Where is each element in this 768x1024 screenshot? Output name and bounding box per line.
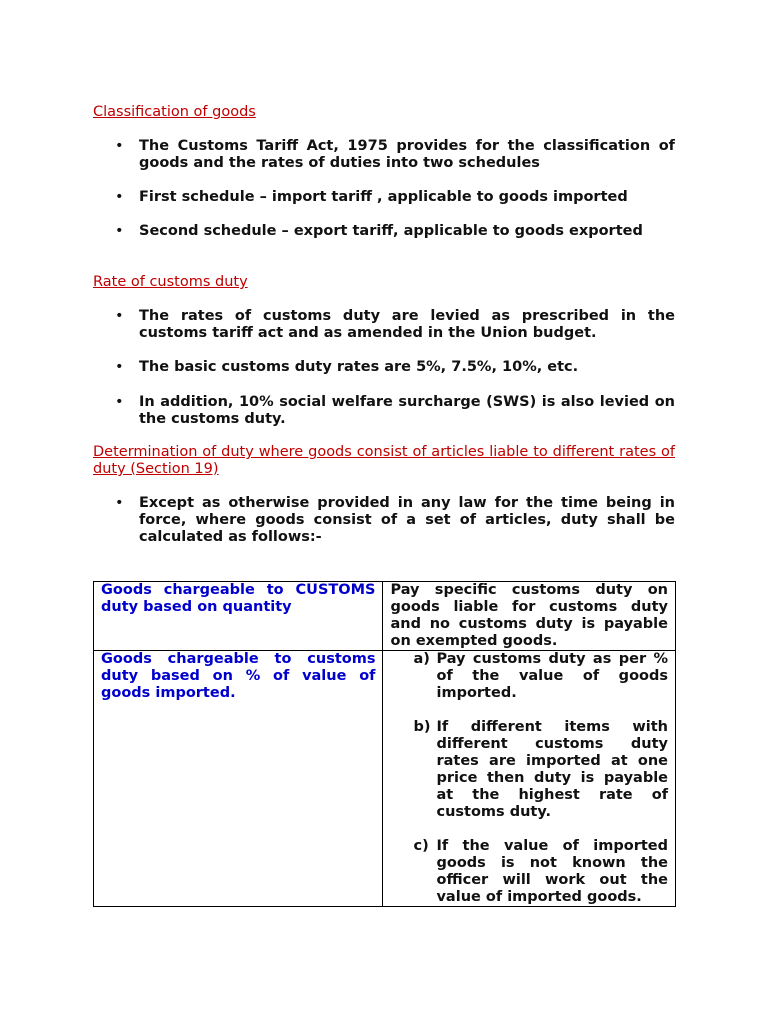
- bullet-basic-duty-rates: [115, 359, 675, 376]
- bullet-dot: •: [115, 138, 124, 154]
- bullet-social-welfare-surcharge: [115, 394, 675, 428]
- list-item-text: Pay customs duty as per % of the value of goods imported.: [436, 651, 668, 701]
- bullet-dot: •: [115, 223, 124, 239]
- bullet-except-as-otherwise: [115, 495, 675, 546]
- bullet-dot: •: [115, 308, 124, 324]
- bullet-dot: •: [115, 394, 124, 410]
- bullet-text: In addition, 10% social welfare surcharge (SWS) is also levied on the customs duty.: [139, 394, 675, 427]
- list-item-text: If different items with different customs duty rates are imported at one price then duty is payable at the highest rate of customs duty.: [436, 719, 668, 820]
- table-cell-value-rules: [383, 651, 676, 907]
- bullet-text: The basic customs duty rates are 5%, 7.5%, 10%, etc.: [139, 359, 579, 375]
- bullet-dot: •: [115, 495, 124, 511]
- bullet-rates-levied: [115, 308, 675, 342]
- bullet-dot: •: [115, 189, 124, 205]
- bullet-text: Second schedule – export tariff, applicable to goods exported: [139, 223, 643, 239]
- list-item-label: b): [413, 719, 431, 735]
- duty-calculation-table: [93, 581, 676, 907]
- bullet-first-schedule: [115, 189, 675, 206]
- bullet-text: First schedule – import tariff , applicable to goods imported: [139, 189, 628, 205]
- bullet-second-schedule: [115, 223, 675, 240]
- heading-classification-of-goods: Classification of goods: [93, 104, 256, 120]
- list-item-text: If the value of imported goods is not known the officer will work out the value of imported goods.: [436, 838, 668, 905]
- list-item: [390, 719, 668, 821]
- heading-determination-of-duty: Determination of duty where goods consist of articles liable to different rates of duty (Section 19): [93, 444, 675, 477]
- table-row: [94, 651, 676, 907]
- table-cell-goods-by-quantity: Goods chargeable to CUSTOMS duty based on quantity: [94, 582, 383, 651]
- heading-rate-of-customs-duty: Rate of customs duty: [93, 274, 248, 290]
- list-item-label: c): [413, 838, 429, 854]
- table-row: [94, 582, 676, 651]
- bullet-dot: •: [115, 359, 124, 375]
- table-cell-goods-by-value: Goods chargeable to customs duty based on % of value of goods imported.: [94, 651, 383, 907]
- bullet-customs-tariff-act: [115, 138, 675, 172]
- list-item: [390, 651, 668, 702]
- bullet-text: The Customs Tariff Act, 1975 provides for the classification of goods and the rates of duties into two schedules: [139, 138, 675, 171]
- list-item: [390, 838, 668, 906]
- table-cell-specific-duty: Pay specific customs duty on goods liable for customs duty and no customs duty is payable on exempted goods.: [383, 582, 676, 651]
- list-item-label: a): [413, 651, 430, 667]
- bullet-text: Except as otherwise provided in any law for the time being in force, where goods consist of a set of articles, duty shall be calculated as follows:-: [139, 495, 675, 545]
- bullet-text: The rates of customs duty are levied as prescribed in the customs tariff act and as amended in the Union budget.: [139, 308, 675, 341]
